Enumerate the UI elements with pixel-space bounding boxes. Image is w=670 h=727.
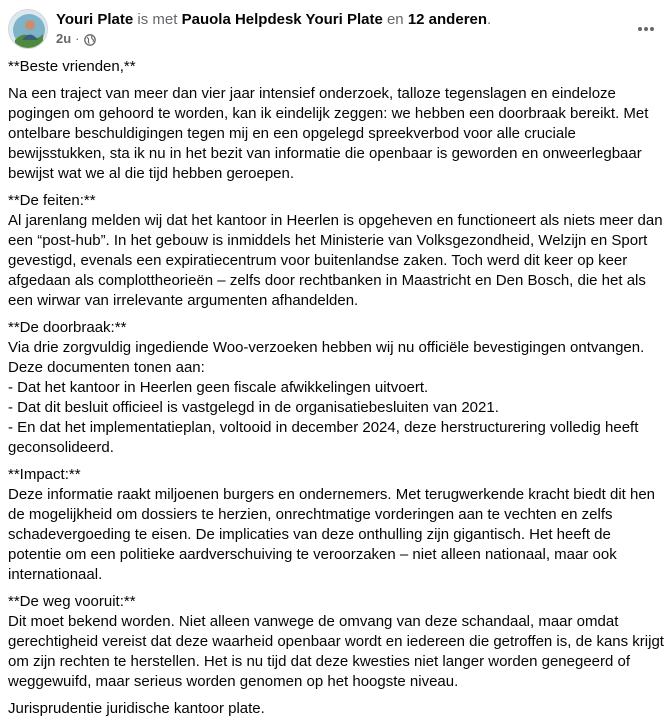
breakthrough-section — [8, 318, 664, 458]
avatar-image-icon — [9, 10, 48, 49]
impact-section — [8, 465, 664, 585]
post-body — [8, 57, 664, 726]
post-meta — [56, 30, 96, 47]
period: . — [487, 11, 492, 28]
breakthrough-text: Via drie zorgvuldig ingediende Woo-verzoeken hebben wij nu officiële bevestigingen ontvangen. Deze documenten tonen aan: — [8, 339, 645, 376]
closing-line: Jurisprudentie juridische kantoor plate. — [8, 700, 265, 717]
way-forward-heading: **De weg vooruit:** — [8, 593, 136, 610]
more-dots-icon — [637, 26, 655, 32]
greeting: **Beste vrienden,** — [8, 58, 136, 75]
post-header — [8, 9, 662, 51]
facts-text: Al jarenlang melden wij dat het kantoor in Heerlen is opgeheven en functioneert als niets meer dan een “post-hub”. In het gebouw is inmiddels het Ministerie van Volksgezondheid, Welzijn en Sport gevestigd, evenals een expiratiecentrum voor buitenlandse zaken. Toch werd dit keer op keer afgedaan als complottheorieën – zelfs door rechtbanken in Maastricht en Den Bosch, die het als een wirwar van irrelevante argumenten afhandelden. — [8, 212, 663, 309]
impact-text: Deze informatie raakt miljoenen burgers en ondernemers. Met terugwerkende kracht biedt dit hen de mogelijkheid om dossiers te herzien, onrechtmatige vorderingen aan te vechten en zelfs schadevergoeding te eisen. De implicaties van deze onthulling zijn gigantisch. Het heeft de potentie om een politieke aardverschuiving te veroorzaken – niet alleen nationaal, maar ook internationaal. — [8, 486, 656, 583]
globe-icon[interactable] — [84, 33, 96, 45]
facts-section — [8, 191, 664, 311]
list-item: - En dat het implementatieplan, voltooid in december 2024, deze herstructurering volledig heeft geconsolideerd. — [8, 419, 639, 456]
impact-heading: **Impact:** — [8, 466, 81, 483]
breakthrough-heading: **De doorbraak:** — [8, 319, 127, 336]
author-line — [56, 10, 491, 29]
author-name[interactable]: Youri Plate — [56, 11, 134, 28]
tagged-name[interactable]: Pauola Helpdesk Youri Plate — [181, 11, 383, 28]
way-forward-text: Dit moet bekend worden. Niet alleen vanwege de omvang van deze schandaal, maar omdat gerechtigheid vereist dat deze waarheid openbaar wordt en iedereen die getroffen is, de kans krijgt om zijn rechten te herstellen. Het is nu tijd dat deze kwesties niet langer worden genegeerd of weggewuifd, maar serieus worden genomen op het hoogste niveau. — [8, 613, 664, 690]
more-options-button[interactable] — [634, 17, 658, 41]
others-link[interactable]: 12 anderen — [407, 11, 488, 28]
meta-separator: · — [75, 31, 80, 46]
intro-paragraph: Na een traject van meer dan vier jaar intensief onderzoek, talloze tegenslagen en eindeloze pogingen om gehoord te worden, kan ik eindelijk zeggen: we hebben een doorbraak bereikt. Met ontelbare beschuldigingen tegen mij en een opgelegd spreekverbod voor alle cruciale bewijsstukken, sta ik nu in het bezit van informatie die openbaar is geworden en onweerlegbaar bewijst wat we al die tijd hebben geroepen. — [8, 85, 649, 182]
list-item: - Dat dit besluit officieel is vastgelegd in de organisatiebesluiten van 2021. — [8, 399, 499, 416]
way-forward-section — [8, 592, 664, 692]
list-item: - Dat het kantoor in Heerlen geen fiscale afwikkelingen uitvoert. — [8, 379, 429, 396]
post-time[interactable]: 2u — [56, 31, 72, 46]
connector-text-2: en — [386, 11, 404, 28]
connector-text: is met — [137, 11, 178, 28]
avatar[interactable] — [8, 9, 48, 49]
facts-heading: **De feiten:** — [8, 192, 96, 209]
